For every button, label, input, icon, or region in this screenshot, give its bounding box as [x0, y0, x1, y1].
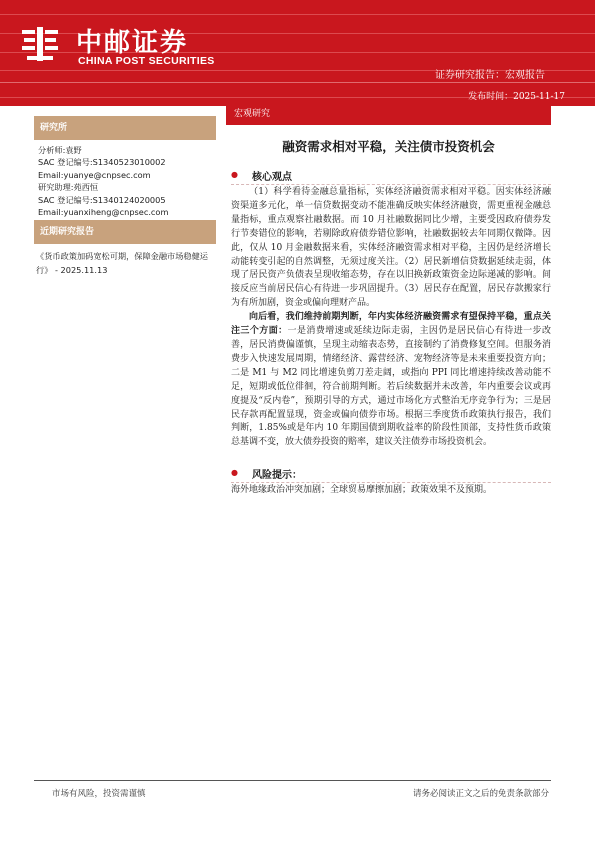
paragraph-lead: 向后看，我们维持前期判断，年内实体经济融资需求有望保持平稳，重点关注三个方面： [231, 312, 551, 337]
publish-date: 发布时间：2025-11-17 [468, 92, 565, 102]
core-views-heading: 核心观点 [252, 172, 292, 183]
paragraph-body: 一是消费增速或延续边际走弱，主因仍是居民信心有待进一步改善，居民消费偏谨慎，呈现主动缩表态势，直接制约了消费修复空间。但服务消费步入快速发展周期，情绪经济、露营经济、宠物经济等是未来重要投资方向；二是 M1 与 M2 同比增速负剪刀差走阔，或指向 PPI 同比增速持续改善动能不足，短期或低位徘徊，符合前期判断。若后续数据并未改善，年内重要会议或再度提及“反内卷”，预期引导的方式，通过市场化方式整治无序竞争行为；三是居民存款再配置显现，资金或偏向债券市场。根据三季度货币政策执行报告，我们判断，1.85%或是年内 10 年期国债到期收益率的阶段性顶部，支持性货币政策总基调不变，放大债券投资的赔率，建议关注债券市场投资机会。 [231, 326, 551, 448]
risk-heading: 风险提示： [252, 470, 302, 482]
report-title: 融资需求相对平稳，关注债市投资机会 [282, 139, 495, 154]
assistant-email: Email:yuanxiheng@cnpsec.com [38, 207, 169, 218]
core-view-paragraph-1: （1）科学看待金融总量指标，实体经济融资需求相对平稳。因实体经济融资渠道多元化，单一信贷数据变动不能准确反映实体经济融资，需更重视金融总量指标，重点观察社融数据。而 10 月社融数据同比少增，主要受因政府债券发行节奏错位的影响，若剔除政府债券错位影响，社融数据较去年同期仅微降。因此，仅从 10 月金融数据来看，实体经济融资需求相对平稳，主因仍是经济增长动能转变引起的自然调整，无须过度关注。（2）居民新增信贷数据延续走弱，体现了居民资产负债表呈现收缩态势，存在以旧换新政策资金边际递减的影响。间接反应当前居民信心有待进一步巩固提升。（3）居民存在配置，居民存款搬家行为有所加剧，资金或偏向理财产品。 [231, 187, 551, 309]
analyst-sac-number: SAC 登记编号:S1340523010002 [38, 157, 166, 168]
header-stripe [0, 14, 595, 15]
assistant-name: 研究助理:苑西恒 [38, 182, 99, 193]
main-content [231, 168, 551, 498]
risk-header [231, 466, 551, 482]
assistant-sac-number: SAC 登记编号:S1340124020005 [38, 194, 166, 205]
recent-report-link[interactable]: 《货币政策加码宽松可期，保障金融市场稳健运行》 - 2025.11.13 [36, 251, 208, 275]
bullet-icon: ● [231, 468, 238, 478]
bullet-icon: ● [231, 170, 238, 179]
category-bar: 宏观研究 [226, 104, 551, 125]
sidebar [34, 116, 216, 277]
brand-name-english: CHINA POST SECURITIES [78, 55, 215, 67]
core-views-header [231, 168, 551, 184]
section-divider [231, 482, 551, 483]
china-post-logo-icon [20, 25, 60, 65]
risk-text: 海外地缘政治冲突加剧；全球贸易摩擦加剧；政策效果不及预期。 [231, 485, 493, 496]
report-header [0, 0, 595, 106]
brand-name-chinese: 中邮证券 [76, 28, 189, 58]
header-divider [0, 82, 595, 83]
core-view-paragraph-2 [231, 311, 551, 450]
analyst-name: 分析师:袁野 [38, 145, 82, 155]
report-type-label: 证券研究报告：宏观报告 [435, 70, 545, 81]
footer-risk-notice: 市场有风险，投资需谨慎 [52, 789, 146, 799]
analyst-email: Email:yuanye@cnpsec.com [38, 169, 151, 180]
footer-divider [34, 780, 551, 781]
analyst-section-heading: 研究所 [34, 116, 216, 140]
footer-disclaimer-notice: 请务必阅读正文之后的免责条款部分 [412, 789, 549, 799]
risk-section [231, 466, 551, 498]
recent-reports-heading: 近期研究报告 [34, 220, 216, 244]
section-divider [231, 184, 551, 185]
